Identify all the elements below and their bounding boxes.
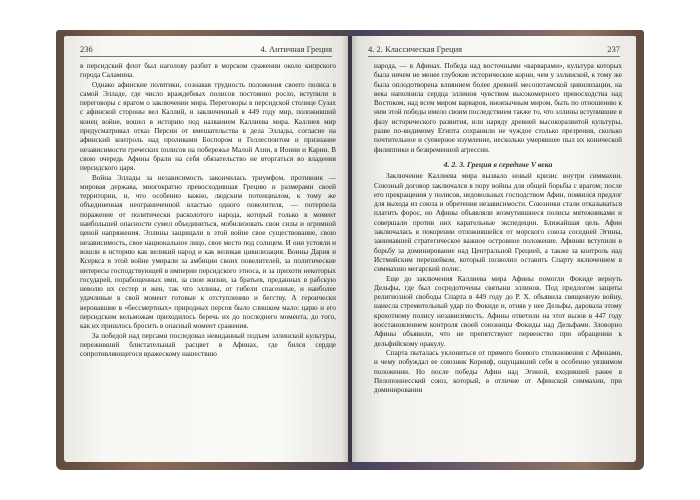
right-page-text (374, 62, 622, 395)
paragraph: в персидский флот был наголову разбит в морском сражении около кипрского города Саламина. (80, 62, 336, 80)
right-page-number: 237 (607, 44, 620, 54)
paragraph: Спарта пыталась уклониться от прямого боевого столкновения с Афинами, и чему побуждал ее союзник Коринф, ощущавший себя в особенно уязвимом положении. Но после победы Афин над Эгиной, входившей ранее в Пелопоннесский союз, который, в отличие от Афинской симмахии, при доминировании (374, 348, 622, 395)
section-heading: 4. 2. 3. Греция в середине V века (443, 159, 553, 169)
left-page (64, 36, 348, 462)
open-book (50, 14, 650, 484)
paragraph: Заключение Каллиева мира вызвало новый кризис внутри симмахии. Союзный договор заключался в пору войны для общей борьбы с врагом; после его прекращения у полисов, недовольных господством Афин, появился предлог для выхода из союза и обретения независимости. Союзники стали отказываться платить форос, но Афины объявляли возмутившиеся полисы мятежниками и совершали против них карательные экспедиции. Ближайшая цель Афин заключалась в покорении отложившейся от морского союза соседней Эгины, занимавшей стратегическое важное островное положение. Афинян вступили в борьбу за доминирование над Центральной Грецией, а также за контроль над Истмийским перешейком, который позволил оставить Спарту включением в симмахию мегарский полис. (374, 172, 622, 274)
paragraph: За победой над персами последовал невиданный подъем эллинской культуры, переживший блистательный расцвет в Афинах, где бился сердце сопротивляющегося вражескому нашествию (80, 331, 336, 359)
paragraph: народа, — в Афинах. Победа над восточными «варварами», культура которых была ничем не менее глубокие исторические корни, чем у эллинской, к тому же была оплодотворена влиянием более древней месопотамской цивилизации, на века наполнила сердца эллинов чувством высокомерного превосходства над Востоком, над всем миром варваров, иноязычным миром, быть по отношению к ним этой победы имело своим последствием также то, что эллины вступившие в фазу исторического развития, или наряду древней высокоразвитой культуры, разве по-видимому Египта сохранили не чуждое столько презрения, сколько почтительное и суеверное изумление, несколько умерявшее пыл их конической филиппики и безвременной агрессии. (374, 62, 622, 154)
paragraph: Война Эллады за независимость закончилась триумфом, противник — мировая держава, многократно превосходившая Грецию и размерами своей территории, и, что особенно важно, людским потенциалом, к тому же объединенная неограниченной властью одного повелителя, — потерпела поражение от политически расколотого народа, который только в момент наибольшей опасности сумел объединиться, мобилизовать свои силы и огромной ценой напряжения. Эллины защищали в этой войне свое существование, свою независимость, свое национальное лицо, свое место под солнцем. И они устояли и вошли в историю как великий народ и как великая цивилизация. Воины Дария и Ксеркса в этой войне умирали за амбиции своих повелителей, за политические интересы господствующей в империи персидского этноса, и за прихоти некоторых государей, порабощенных ими, за свои жизни, за братьев, преданных в рабскую неволю их сестер и жен, так что эллины, от гибели спасенные, и наиболее удачливые в свой момент готовые к отступлению и бегству. А героически веровавшие в «бессмертных» природных персов было слишком мало: царю и его персидским вельможам приходилось беречь их до последнего момента, до того, как их пришлось бросить в опасный момент сражения. (80, 173, 336, 331)
right-page (352, 36, 636, 462)
paragraph: Однако афинские политики, сознавая трудность положения своего полиса в самой Элладе, где число враждебных полисов постоянно росло, вступили в переговоры с врагом о заключении мира. Переговоры в персидской столице Сузах с афинской стороны вел Каллий, и заключенный в 449 году мир, положивший конец войне, вошел в историю под названием Каллиева мира. Каллиев мир предусматривал отказ Персии от вмешательства в дела Эллады, согласие на афинский контроль над проливами Боспором и Геллеспонтом и признание независимости греческих полисов на побережье Малой Азии, в Ионии и Карии. В свою очередь Афины брали на себя обязательство не вторгаться во владения персидского царя. (80, 80, 336, 173)
left-page-header (80, 44, 332, 57)
left-page-text (80, 62, 336, 360)
left-running-head: 4. Античная Греция (260, 44, 332, 54)
right-running-head: 4. 2. Классическая Греция (368, 44, 463, 54)
right-page-header (368, 44, 620, 57)
paragraph: Еще до заключения Каллиева мира Афины помогли Фокиде вернуть Дельфы, где был сосредоточены святыни эллинов. Под предлогом защиты религиозной свободы Спарта в 449 году до Р. Х. объявила священную войну, нанесла стремительный удар по Фокиде и, отняв у нее Дельфы, даровала этому крохотному полису независимость. Афины ответили на этот вызов в 447 году восстановлением контроля своей союзницы Фокиды над Дельфами. Зловорно Афины объявили, что не препятствуют первенство при обращении к дельфийскому оракулу. (374, 274, 622, 348)
left-page-number: 236 (80, 44, 93, 54)
